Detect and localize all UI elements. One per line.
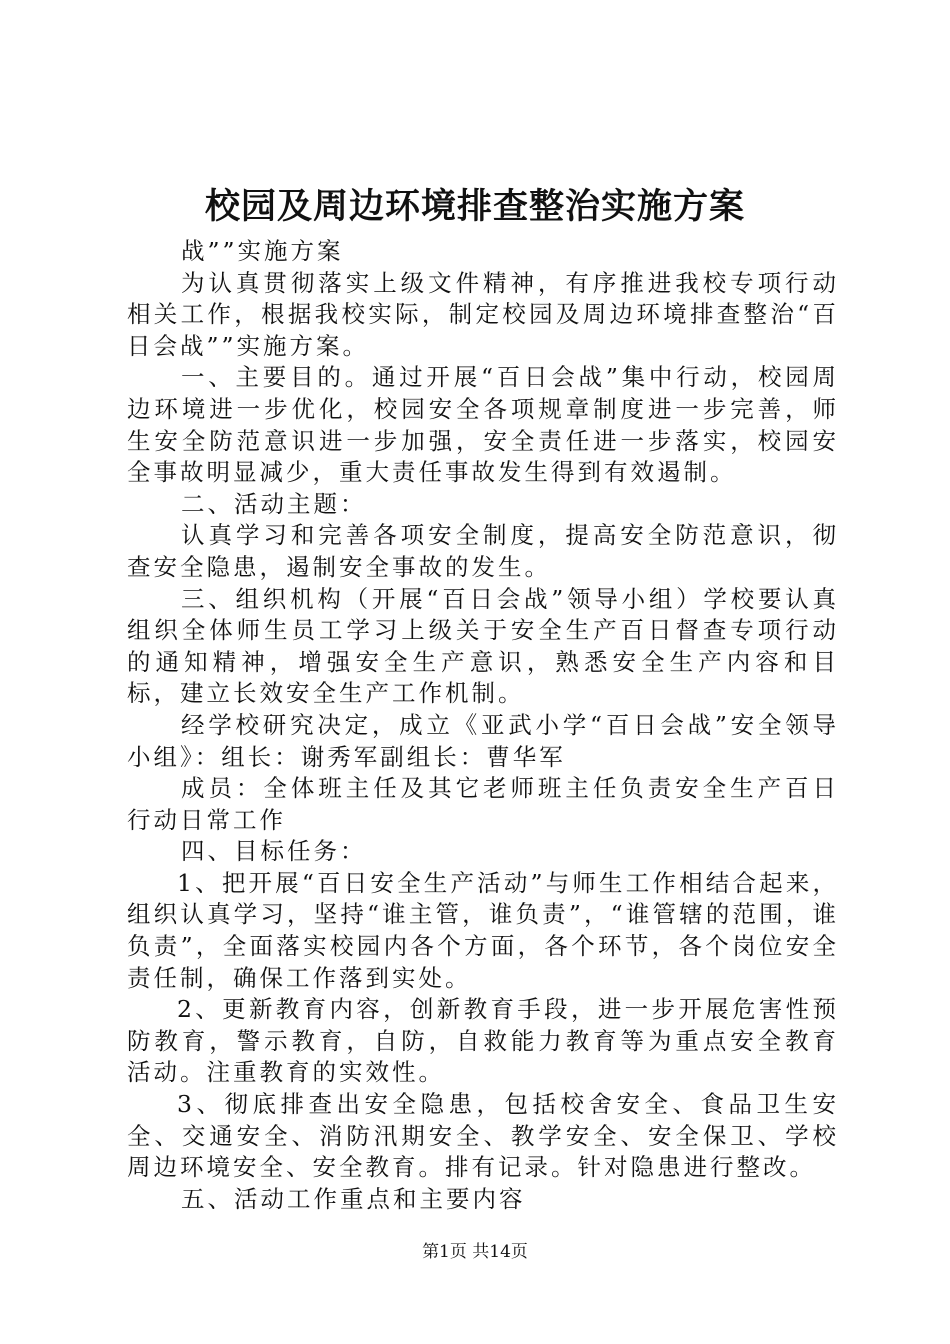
paragraph-members: 成员：全体班主任及其它老师班主任负责安全生产百日行动日常工作 (127, 774, 839, 834)
paragraph-section-2-body: 认真学习和完善各项安全制度，提高安全防范意识，彻查安全隐患，遏制安全事故的发生。 (127, 521, 839, 581)
paragraph-task-2: 2、更新教育内容，创新教育手段，进一步开展危害性预防教育，警示教育，自防，自救能力教育等为重点安全教育活动。注重教育的实效性。 (127, 995, 839, 1087)
paragraph-task-1: 1、把开展“百日安全生产活动”与师生工作相结合起来，组织认真学习，坚持“谁主管，谁负责”，“谁管辖的范围，谁负责”，全面落实校园内各个方面，各个环节，各个岗位安全责任制，确保工作落到实处。 (127, 868, 839, 992)
paragraph-leadership-group: 经学校研究决定，成立《亚武小学“百日会战”安全领导小组》：组长：谢秀军副组长：曹华军 (127, 710, 839, 771)
paragraph-section-2-heading: 二、活动主题： (181, 489, 367, 518)
paragraph-section-3: 三、组织机构（开展“百日会战”领导小组）学校要认真组织全体师生员工学习上级关于安全生产百日督查专项行动的通知精神，增强安全生产意识，熟悉安全生产内容和目标，建立长效安全生产工作机制。 (127, 584, 839, 708)
document-title: 校园及周边环境排查整治实施方案 (204, 186, 745, 227)
page-number-footer: 第1页 共14页 (422, 1242, 528, 1262)
paragraph-section-5-heading: 五、活动工作重点和主要内容 (181, 1184, 526, 1213)
paragraph-heading-fragment: 战””实施方案 (181, 237, 344, 265)
document-body (127, 236, 839, 1215)
paragraph-intro: 为认真贯彻落实上级文件精神，有序推进我校专项行动相关工作，根据我校实际，制定校园及周边环境排查整治“百日会战””实施方案。 (127, 268, 839, 360)
paragraph-section-4-heading: 四、目标任务： (181, 837, 367, 866)
paragraph-task-3: 3、彻底排查出安全隐患，包括校舍安全、食品卫生安全、交通安全、消防汛期安全、教学安全、安全保卫、学校周边环境安全、安全教育。排有记录。针对隐患进行整改。 (127, 1090, 839, 1182)
paragraph-section-1: 一、主要目的。通过开展“百日会战”集中行动，校园周边环境进一步优化，校园安全各项规章制度进一步完善，师生安全防范意识进一步加强，安全责任进一步落实，校园安全事故明显减少，重大责任事故发生得到有效遏制。 (127, 363, 839, 487)
